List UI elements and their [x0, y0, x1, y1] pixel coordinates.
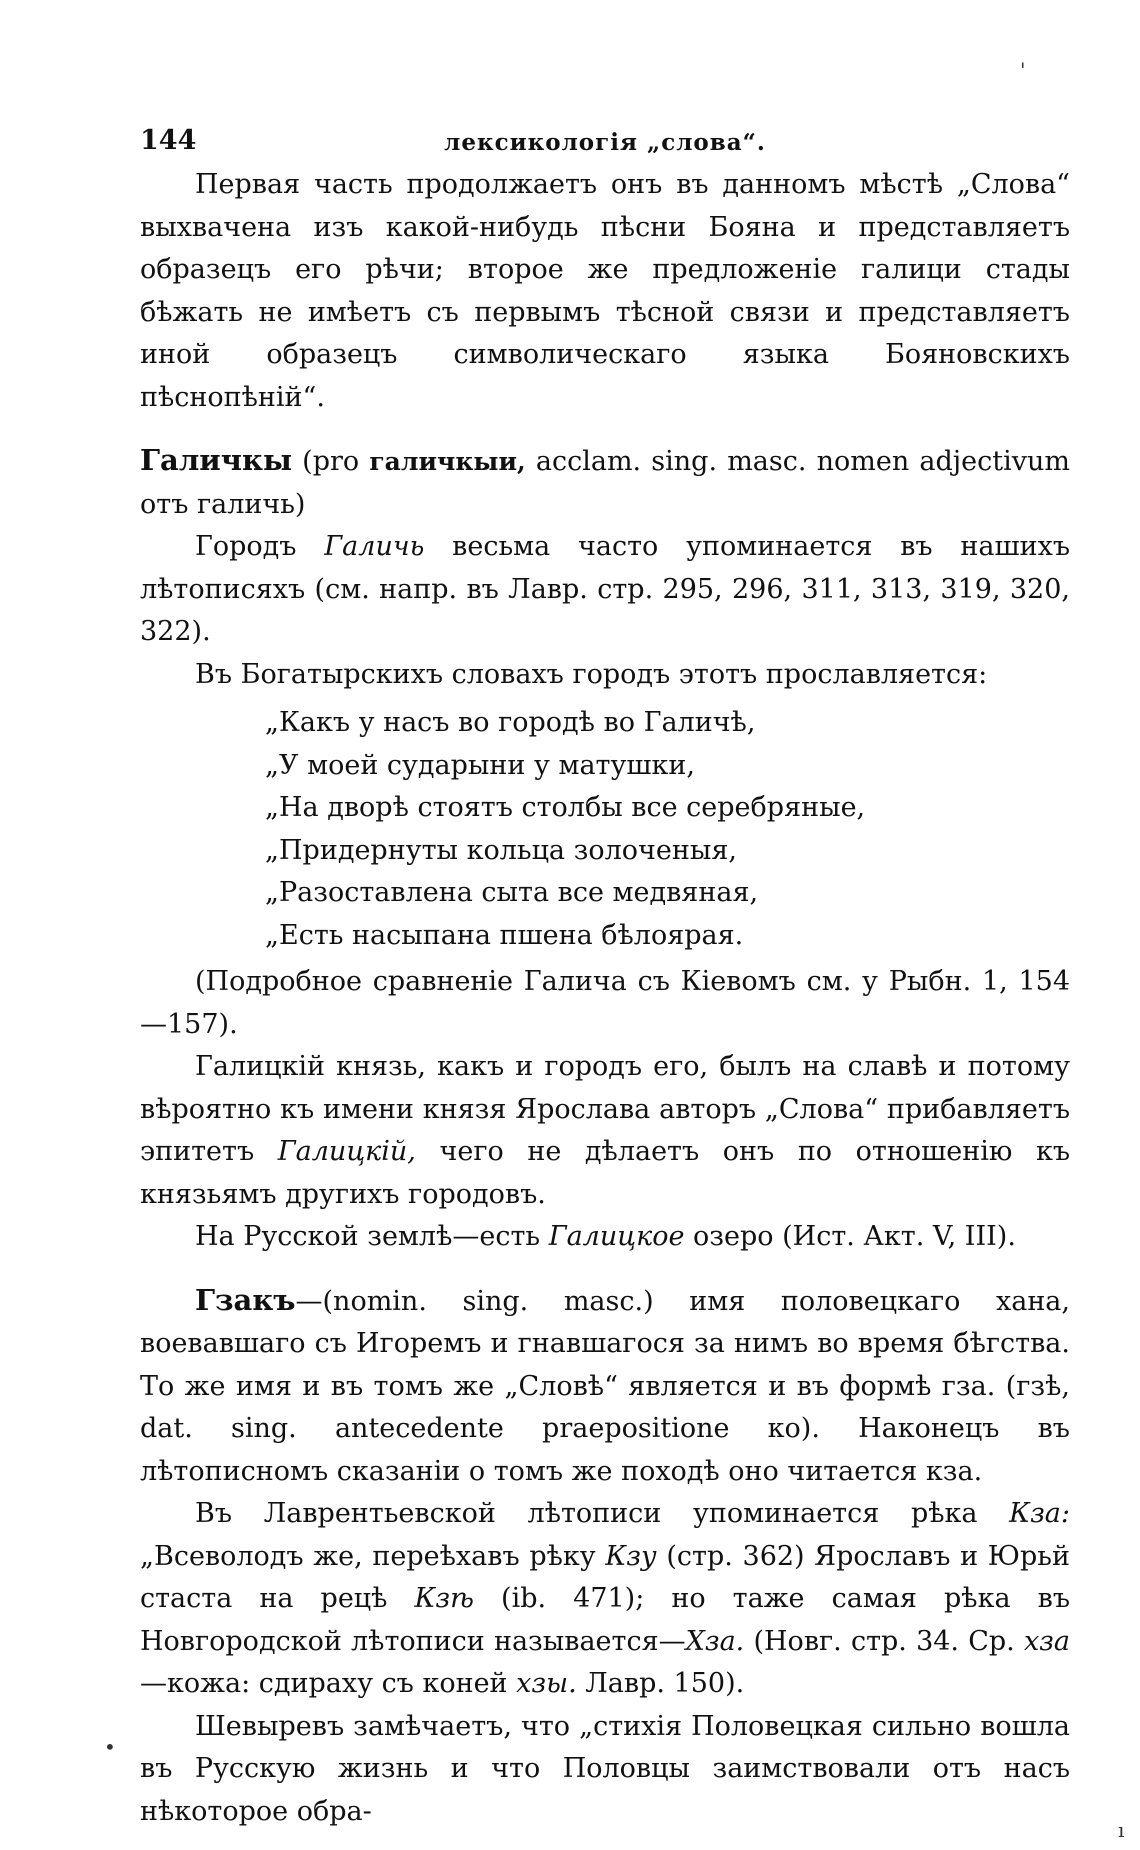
text-run-italic: Кза:: [1009, 1498, 1070, 1529]
text-run: Галицкій князь, какъ и городъ его, былъ на славѣ и потому вѣроятно къ имени князя Ярослава авторъ „Слова“ прибавляетъ эпитетъ: [140, 1051, 1070, 1167]
scan-mark-left: •: [104, 1735, 116, 1759]
paragraph-galician-prince: [140, 1046, 1070, 1216]
entry-galichky-heading: [140, 439, 1070, 526]
text-run-italic: Галицкій,: [277, 1136, 416, 1167]
page-header: [140, 120, 1070, 164]
headword-note-b: acclam. sing. masc. nomen adjectivum отъ галичь): [140, 446, 1071, 520]
text-run: Въ Лаврентьевской лѣтописи упоминается рѣка: [195, 1498, 1010, 1529]
text-run-italic: Галичь: [324, 531, 425, 562]
book-page: [140, 120, 1070, 1833]
poem-line: „На дворѣ стоятъ столбы все серебряные,: [265, 792, 866, 823]
poem-line: „Какъ у насъ во городѣ во Галичѣ,: [265, 707, 756, 738]
text-run-italic: Кзу: [605, 1540, 657, 1572]
poem-quote: [265, 702, 1070, 957]
text-run-italic: Кзѣ: [414, 1583, 474, 1614]
poem-line: „У моей сударыни у матушки,: [265, 749, 695, 781]
poem-line: „Разоставлена сыта все медвяная,: [265, 877, 759, 908]
text-run-italic: хзы.: [516, 1668, 577, 1699]
paragraph-comparison-note: (Подробное сравненіе Галича съ Кіевомъ см. у Рыбн. 1, 154—157).: [140, 966, 1070, 1040]
headword-variant: галичкыи,: [369, 447, 526, 476]
text-run: весьма часто упоминается въ нашихъ лѣтописяхъ (см. напр. въ Лавр. стр. 295, 296, 311, 313, 319, 320, 322).: [140, 531, 1070, 647]
text-run: На Русской землѣ—есть: [195, 1221, 549, 1252]
text-run: чего не дѣлаетъ онъ по отношенію къ князьямъ другихъ городовъ.: [140, 1136, 1070, 1210]
text-run: (ib. 471); но таже самая рѣка въ Новгородской лѣтописи называется—: [140, 1583, 1070, 1657]
text-run-italic: Галицкое: [548, 1221, 685, 1252]
headword-galichky: Галичкы: [140, 443, 293, 477]
headword-note-a: (pro: [292, 446, 370, 477]
text-run-italic: хза: [1023, 1625, 1071, 1657]
paragraph-intro: Первая часть продолжаетъ онъ въ данномъ мѣстѣ „Слова“ выхвачена изъ какой-нибудь пѣсни Бояна и представляетъ образецъ его рѣчи; второе же предложеніе галици стады бѣжать не имѣетъ съ первымъ тѣсной связи и представляетъ иной образецъ символическаго языка Бояновскихъ пѣснопѣній“.: [140, 169, 1070, 413]
paragraph-shevyrev: Шевыревъ замѣчаетъ, что „стихія Половецкая сильно вошла въ Русскую жизнь и что Половцы заимствовали отъ насъ нѣкоторое обра-: [140, 1710, 1070, 1827]
text-run: Городъ: [195, 531, 325, 562]
text-run-italic: Хза.: [685, 1625, 745, 1657]
text-run: озеро (Ист. Акт. V, III).: [684, 1221, 1016, 1252]
paragraph-kza-river: [140, 1493, 1070, 1706]
poem-line: „Есть насыпана пшена бѣлоярая.: [265, 919, 744, 951]
headword-gzak: Гзакъ: [195, 1282, 296, 1317]
text-run: —кожа: сдираху съ коней: [140, 1668, 517, 1699]
text-run: „Всеволодъ же, переѣхавъ рѣку: [140, 1540, 606, 1572]
entry-gzak: [140, 1279, 1070, 1494]
text-run: (Новг. стр. 34. Ср.: [744, 1625, 1024, 1657]
text-run: Лавр. 150).: [576, 1668, 745, 1699]
poem-line: „Придернуты кольца золоченыя,: [265, 834, 737, 866]
paragraph-galich-lake: [140, 1216, 1070, 1259]
paragraph-galich-city: [140, 526, 1070, 654]
text-run: (стр. 362) Ярославъ и Юрьй стаста на рецѣ: [140, 1540, 1070, 1614]
running-title: лексикологія „слова“.: [444, 129, 766, 156]
paragraph-bylina-intro: Въ Богатырскихъ словахъ городъ этотъ прославляется:: [195, 658, 988, 690]
scan-mark-top: ': [1020, 58, 1026, 82]
page-number: 144: [140, 125, 197, 156]
entry-gzak-definition: —(nomin. sing. masc.) имя половецкаго хана, воевавшаго съ Игоремъ и гнавшагося за нимъ во время бѣгства. То же имя и въ томъ же „Словѣ“ является и въ формѣ гза. (гзѣ, dat. sing. antecedente praepositione ко). Наконецъ въ лѣтописномъ сказаніи о томъ же походѣ оно читается кза.: [140, 1285, 1070, 1487]
scan-mark-right: ı: [1118, 1818, 1125, 1842]
